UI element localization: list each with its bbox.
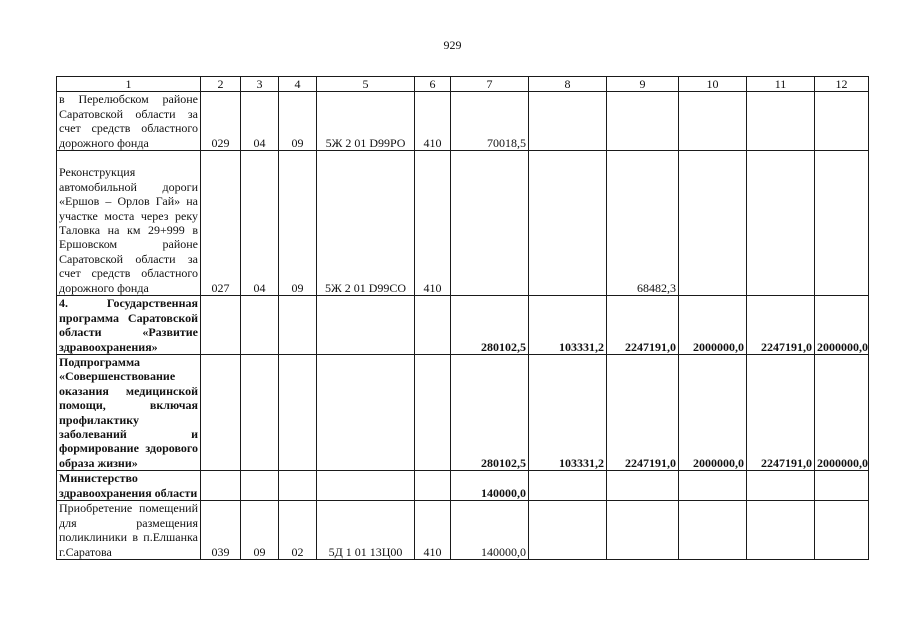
cell-target-article: 5Ж 2 01 D99CO [317, 151, 415, 296]
column-header: 9 [607, 77, 679, 92]
cell-target-article: 5Ж 2 01 D99PO [317, 92, 415, 151]
column-header: 2 [201, 77, 241, 92]
cell-ministry-code [201, 471, 241, 501]
row-name: Министерство здравоохранения области [57, 471, 201, 501]
cell-col10 [679, 92, 747, 151]
cell-col8: 103331,2 [529, 296, 607, 355]
cell-target-article [317, 355, 415, 471]
cell-col12 [815, 471, 869, 501]
cell-col12 [815, 151, 869, 296]
cell-expense-type: 410 [415, 501, 451, 560]
cell-col8 [529, 92, 607, 151]
cell-subsection [279, 355, 317, 471]
column-number-row [57, 77, 869, 92]
cell-col11 [747, 92, 815, 151]
cell-ministry-code: 039 [201, 501, 241, 560]
column-header: 8 [529, 77, 607, 92]
column-header: 1 [57, 77, 201, 92]
cell-col7: 140000,0 [451, 471, 529, 501]
cell-col9 [607, 501, 679, 560]
table-row [57, 151, 869, 296]
cell-subsection [279, 471, 317, 501]
cell-col9: 68482,3 [607, 151, 679, 296]
cell-target-article [317, 296, 415, 355]
row-name: Подпрограмма «Совершенствование оказания медицинской помощи, включая профилактику заболеваний и формирование здорового образа жизни» [57, 355, 201, 471]
cell-col10 [679, 151, 747, 296]
cell-section [241, 471, 279, 501]
cell-col10 [679, 471, 747, 501]
cell-col11 [747, 471, 815, 501]
column-header: 4 [279, 77, 317, 92]
row-name: Реконструкция автомобильной дороги «Ершов – Орлов Гай» на участке моста через реку Таловка на км 29+999 в Ершовском районе Саратовской области за счет средств областного дорожного фонда [57, 151, 201, 296]
column-header: 11 [747, 77, 815, 92]
table-row [57, 471, 869, 501]
cell-section [241, 296, 279, 355]
cell-expense-type [415, 471, 451, 501]
cell-col7: 70018,5 [451, 92, 529, 151]
budget-table [56, 76, 869, 560]
cell-ministry-code [201, 296, 241, 355]
cell-subsection: 09 [279, 151, 317, 296]
cell-col7 [451, 151, 529, 296]
cell-expense-type [415, 296, 451, 355]
cell-col11 [747, 151, 815, 296]
cell-col10 [679, 501, 747, 560]
cell-target-article [317, 471, 415, 501]
cell-section: 04 [241, 151, 279, 296]
cell-col8 [529, 151, 607, 296]
cell-subsection: 09 [279, 92, 317, 151]
cell-col9: 2247191,0 [607, 355, 679, 471]
row-name: 4. Государственная программа Саратовской области «Развитие здравоохранения» [57, 296, 201, 355]
cell-ministry-code: 027 [201, 151, 241, 296]
cell-subsection: 02 [279, 501, 317, 560]
cell-col9 [607, 471, 679, 501]
cell-col12 [815, 501, 869, 560]
cell-col10: 2000000,0 [679, 355, 747, 471]
cell-ministry-code: 029 [201, 92, 241, 151]
cell-col10: 2000000,0 [679, 296, 747, 355]
table-row [57, 296, 869, 355]
cell-col8 [529, 501, 607, 560]
cell-col11 [747, 501, 815, 560]
table-row [57, 355, 869, 471]
column-header: 5 [317, 77, 415, 92]
cell-target-article: 5Д 1 01 13Ц00 [317, 501, 415, 560]
column-header: 3 [241, 77, 279, 92]
table-row [57, 501, 869, 560]
cell-section: 09 [241, 501, 279, 560]
cell-ministry-code [201, 355, 241, 471]
cell-expense-type: 410 [415, 151, 451, 296]
cell-col11: 2247191,0 [747, 296, 815, 355]
page-number: 929 [443, 38, 462, 52]
column-header: 7 [451, 77, 529, 92]
cell-col7: 140000,0 [451, 501, 529, 560]
cell-expense-type: 410 [415, 92, 451, 151]
table-row [57, 92, 869, 151]
row-name: в Перелюбском районе Саратовской области за счет средств областного дорожного фонда [57, 92, 201, 151]
column-header: 6 [415, 77, 451, 92]
cell-col12: 2000000,0 [815, 296, 869, 355]
cell-col9 [607, 92, 679, 151]
cell-col8 [529, 471, 607, 501]
cell-section: 04 [241, 92, 279, 151]
cell-col12: 2000000,0 [815, 355, 869, 471]
cell-col12 [815, 92, 869, 151]
row-name: Приобретение помещений для размещения поликлиники в п.Елшанка г.Саратова [57, 501, 201, 560]
cell-col7: 280102,5 [451, 296, 529, 355]
column-header: 10 [679, 77, 747, 92]
cell-section [241, 355, 279, 471]
cell-col11: 2247191,0 [747, 355, 815, 471]
cell-expense-type [415, 355, 451, 471]
cell-col9: 2247191,0 [607, 296, 679, 355]
cell-col7: 280102,5 [451, 355, 529, 471]
cell-col8: 103331,2 [529, 355, 607, 471]
cell-subsection [279, 296, 317, 355]
column-header: 12 [815, 77, 869, 92]
